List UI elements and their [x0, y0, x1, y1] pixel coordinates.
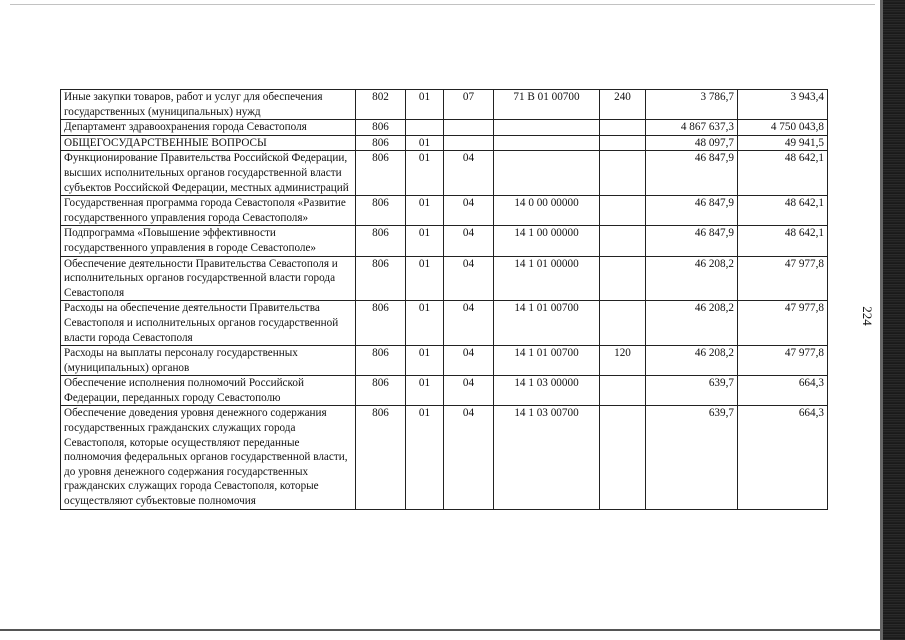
cell-sum2: 48 642,1	[738, 226, 828, 256]
table-row	[61, 226, 828, 256]
cell-expense: 120	[600, 346, 646, 376]
cell-target: 14 1 01 00700	[494, 301, 600, 346]
cell-expense	[600, 376, 646, 406]
cell-target: 71 В 01 00700	[494, 90, 600, 120]
cell-section: 01	[406, 406, 444, 509]
cell-admin: 806	[356, 301, 406, 346]
cell-sum2: 48 642,1	[738, 151, 828, 196]
table-row	[61, 90, 828, 120]
cell-section: 01	[406, 256, 444, 301]
cell-section: 01	[406, 151, 444, 196]
cell-admin: 806	[356, 120, 406, 136]
cell-target: 14 1 03 00700	[494, 406, 600, 509]
cell-subsection: 04	[444, 406, 494, 509]
cell-expense	[600, 196, 646, 226]
cell-sum1: 46 847,9	[646, 151, 738, 196]
cell-admin: 806	[356, 406, 406, 509]
cell-section: 01	[406, 135, 444, 151]
cell-name: Расходы на выплаты персоналу государственных (муниципальных) органов	[61, 346, 356, 376]
cell-sum1: 48 097,7	[646, 135, 738, 151]
cell-name: Функционирование Правительства Российской Федерации, высших исполнительных органов государственной власти субъектов Российской Федерации, местных администраций	[61, 151, 356, 196]
cell-sum1: 46 847,9	[646, 196, 738, 226]
cell-admin: 806	[356, 135, 406, 151]
cell-section	[406, 120, 444, 136]
cell-expense	[600, 226, 646, 256]
cell-sum1: 46 847,9	[646, 226, 738, 256]
cell-subsection: 04	[444, 256, 494, 301]
table-row	[61, 301, 828, 346]
cell-name: Государственная программа города Севастополя «Развитие государственного управления города Севастополя»	[61, 196, 356, 226]
cell-sum1: 639,7	[646, 406, 738, 509]
cell-subsection: 04	[444, 376, 494, 406]
cell-subsection: 04	[444, 226, 494, 256]
cell-sum2: 4 750 043,8	[738, 120, 828, 136]
cell-expense: 240	[600, 90, 646, 120]
top-divider	[10, 4, 875, 5]
cell-sum1: 3 786,7	[646, 90, 738, 120]
cell-sum1: 46 208,2	[646, 346, 738, 376]
cell-expense	[600, 301, 646, 346]
cell-subsection	[444, 120, 494, 136]
cell-section: 01	[406, 346, 444, 376]
cell-admin: 806	[356, 151, 406, 196]
cell-section: 01	[406, 196, 444, 226]
cell-name: Подпрограмма «Повышение эффективности государственного управления в городе Севастополе»	[61, 226, 356, 256]
cell-section: 01	[406, 90, 444, 120]
table-row	[61, 135, 828, 151]
cell-subsection: 04	[444, 151, 494, 196]
cell-section: 01	[406, 226, 444, 256]
cell-subsection	[444, 135, 494, 151]
cell-target	[494, 120, 600, 136]
cell-name: Обеспечение деятельности Правительства Севастополя и исполнительных органов государственной власти города Севастополя	[61, 256, 356, 301]
cell-expense	[600, 151, 646, 196]
cell-name: ОБЩЕГОСУДАРСТВЕННЫЕ ВОПРОСЫ	[61, 135, 356, 151]
table-row	[61, 151, 828, 196]
table-row	[61, 196, 828, 226]
cell-target: 14 1 03 00000	[494, 376, 600, 406]
cell-expense	[600, 120, 646, 136]
cell-sum2: 48 642,1	[738, 196, 828, 226]
cell-target: 14 1 01 00000	[494, 256, 600, 301]
cell-admin: 806	[356, 226, 406, 256]
cell-expense	[600, 406, 646, 509]
cell-section: 01	[406, 301, 444, 346]
table-row	[61, 120, 828, 136]
cell-sum1: 46 208,2	[646, 301, 738, 346]
cell-target: 14 1 01 00700	[494, 346, 600, 376]
cell-subsection: 04	[444, 196, 494, 226]
table-row	[61, 376, 828, 406]
cell-sum2: 47 977,8	[738, 301, 828, 346]
cell-sum2: 3 943,4	[738, 90, 828, 120]
cell-sum2: 47 977,8	[738, 346, 828, 376]
table-row	[61, 256, 828, 301]
cell-admin: 806	[356, 196, 406, 226]
cell-name: Обеспечение исполнения полномочий Российской Федерации, переданных городу Севастополю	[61, 376, 356, 406]
cell-expense	[600, 135, 646, 151]
scan-edge	[883, 0, 905, 640]
bottom-scan-line	[0, 629, 885, 631]
cell-expense	[600, 256, 646, 301]
cell-name: Расходы на обеспечение деятельности Правительства Севастополя и исполнительных органов государственной власти города Севастополя	[61, 301, 356, 346]
cell-sum2: 664,3	[738, 376, 828, 406]
table-row	[61, 346, 828, 376]
cell-section: 01	[406, 376, 444, 406]
budget-table-body	[61, 90, 828, 510]
budget-table	[60, 89, 828, 510]
cell-name: Обеспечение доведения уровня денежного содержания государственных гражданских служащих города Севастополя, которые осуществляют переданные полномочия федеральных органов государственной власти, до уровня денежного содержания государственных гражданских служащих города Севастополя, которые осуществляют субъектовые полномочия	[61, 406, 356, 509]
cell-sum1: 4 867 637,3	[646, 120, 738, 136]
cell-admin: 806	[356, 376, 406, 406]
cell-name: Иные закупки товаров, работ и услуг для обеспечения государственных (муниципальных) нужд	[61, 90, 356, 120]
table-row	[61, 406, 828, 509]
cell-target: 14 0 00 00000	[494, 196, 600, 226]
cell-admin: 806	[356, 256, 406, 301]
cell-sum1: 46 208,2	[646, 256, 738, 301]
cell-sum2: 49 941,5	[738, 135, 828, 151]
cell-admin: 802	[356, 90, 406, 120]
cell-name: Департамент здравоохранения города Севастополя	[61, 120, 356, 136]
cell-target: 14 1 00 00000	[494, 226, 600, 256]
cell-sum2: 664,3	[738, 406, 828, 509]
cell-admin: 806	[356, 346, 406, 376]
cell-sum2: 47 977,8	[738, 256, 828, 301]
cell-sum1: 639,7	[646, 376, 738, 406]
cell-target	[494, 151, 600, 196]
cell-target	[494, 135, 600, 151]
cell-subsection: 04	[444, 346, 494, 376]
cell-subsection: 04	[444, 301, 494, 346]
cell-subsection: 07	[444, 90, 494, 120]
page-number: 224	[860, 306, 875, 326]
